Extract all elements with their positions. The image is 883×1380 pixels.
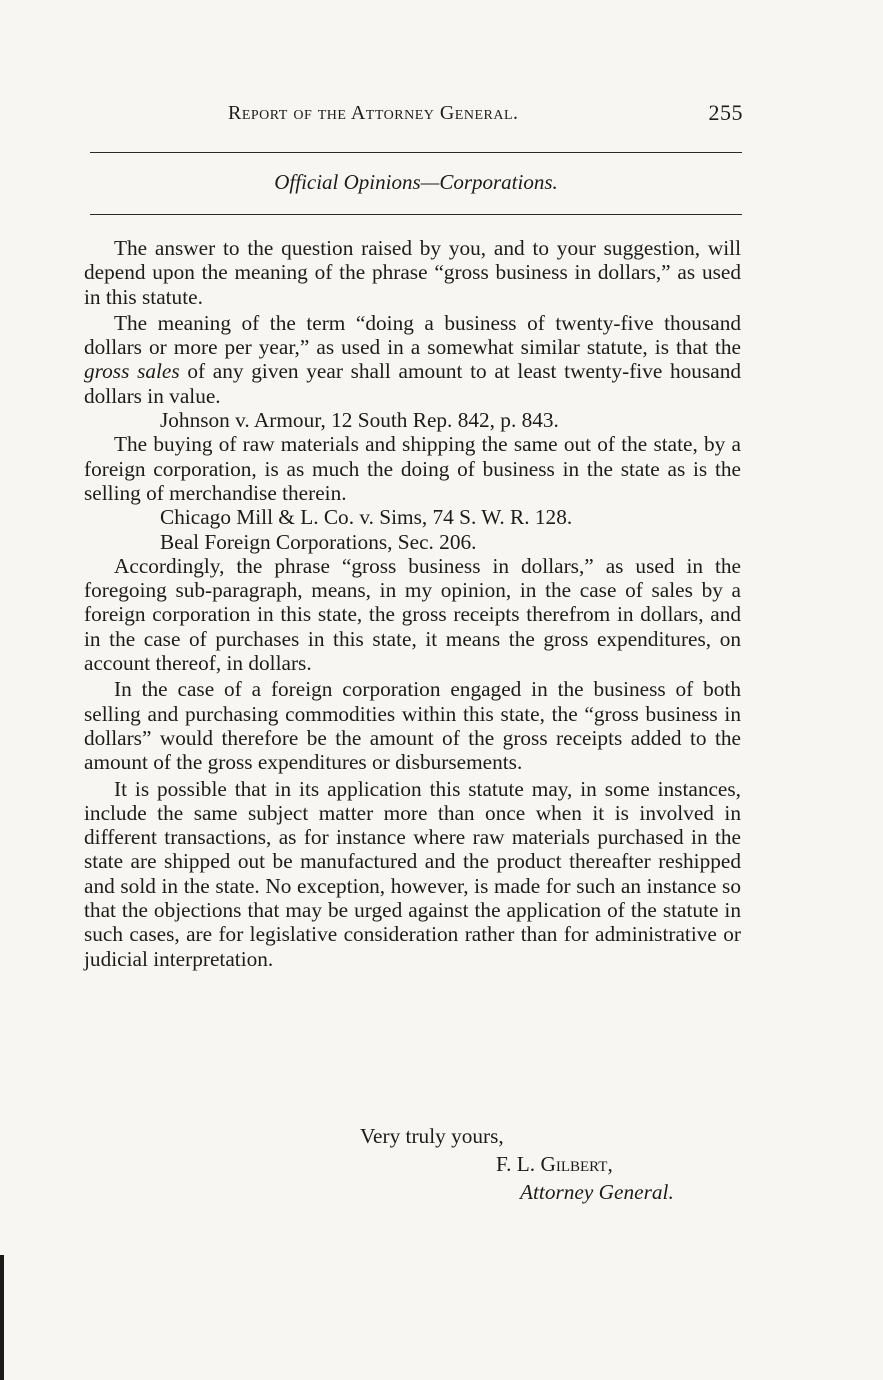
paragraph: Accordingly, the phrase “gross business in dollars,” as used in the foregoing sub-paragraph, means, in my opinion, in the case of sales by a foreign corporation in this state, the gross receipts therefrom in dollars, and in the case of purchases in this state, it means the gross expenditures, on account thereof, in dollars. <box>84 553 741 676</box>
salutation: Very truly yours, <box>360 1124 504 1148</box>
paragraph <box>84 311 741 408</box>
section-title: Official Opinions—Corporations. <box>274 170 558 194</box>
paragraph-text: The meaning of the term “doing a business of twenty-five thousand dollars or more per year,” as used in a somewhat similar statute, is that the <box>84 310 741 360</box>
running-head <box>228 98 743 130</box>
signatory-title: Attorney General. <box>520 1180 674 1204</box>
paragraph: It is possible that in its application this statute may, in some instances, include the same subject matter more than once when it is involved in different transactions, as for instance where raw materials purchased in the state are shipped out be manufactured and the product thereafter reshipped and sold in the state. No exception, however, is made for such an instance so that the objections that may be urged against the application of the statute in such cases, are for legislative consideration rather than for administrative or judicial interpretation. <box>84 776 741 971</box>
citation: Beal Foreign Corporations, Sec. 206. <box>160 529 477 554</box>
closing-block <box>90 1124 742 1214</box>
page-number: 255 <box>708 100 743 125</box>
emphasis-gross-sales: gross sales <box>84 359 180 384</box>
signatory-surname: Gilbert <box>540 1152 608 1176</box>
citation: Johnson v. Armour, 12 South Rep. 842, p. 843. <box>160 408 559 433</box>
running-title: Report of the Attorney General. <box>228 102 519 124</box>
header-rule-bottom <box>90 214 742 215</box>
header-rule-top <box>90 152 742 153</box>
citation: Chicago Mill & L. Co. v. Sims, 74 S. W. R. 128. <box>160 505 573 530</box>
signatory-initials: F. L. <box>496 1152 541 1176</box>
body-text <box>84 236 741 971</box>
signatory-name <box>496 1152 613 1177</box>
paragraph-text: of any given year shall amount to at least twenty-five housand dollars in value. <box>84 359 741 408</box>
paragraph: The buying of raw materials and shipping the same out of the state, by a foreign corporation, is as much the doing of business in the state as is the selling of merchandise therein. <box>84 432 741 505</box>
paragraph: The answer to the question raised by you, and to your suggestion, will depend upon the meaning of the phrase “gross business in dollars,” as used in this statute. <box>84 236 741 309</box>
paragraph: In the case of a foreign corporation engaged in the business of both selling and purchasing commodities within this state, the “gross business in dollars” would therefore be the amount of the gross receipts added to the amount of the gross expenditures or disbursements. <box>84 677 741 775</box>
scan-margin-shadow <box>0 1255 4 1380</box>
signatory-comma: , <box>607 1152 613 1176</box>
